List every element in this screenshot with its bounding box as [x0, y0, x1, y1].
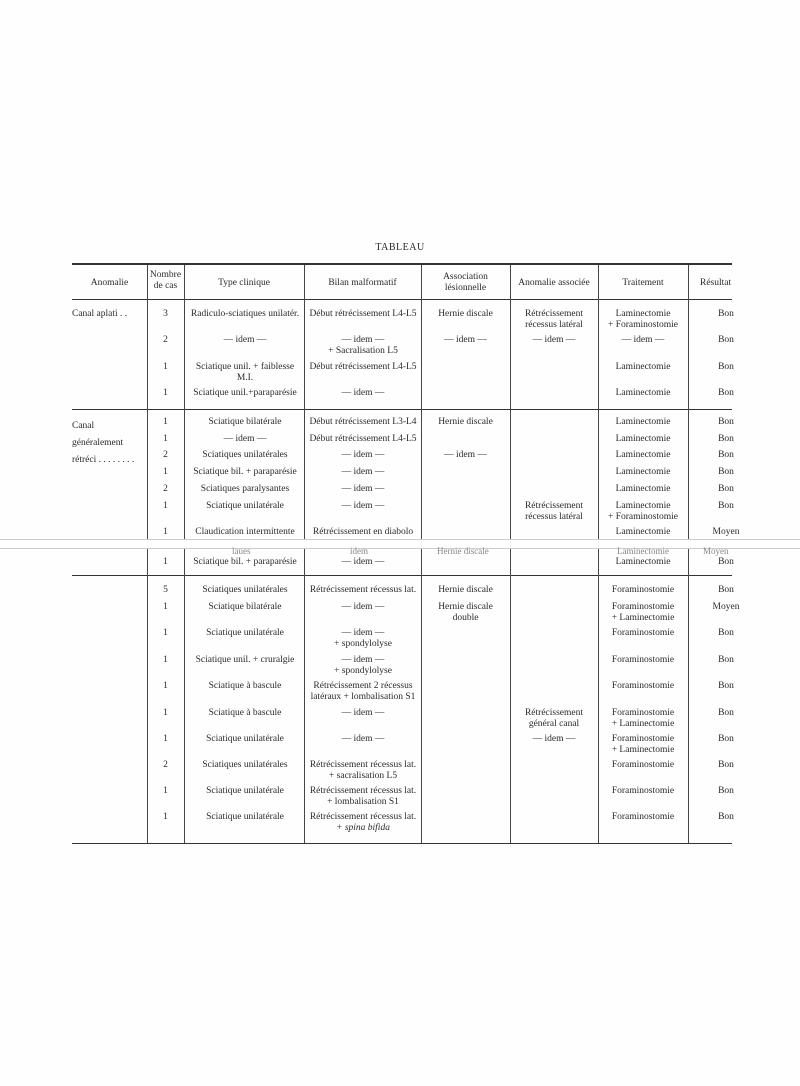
cell-line: Bon	[718, 434, 734, 444]
cell-line: — idem —	[341, 388, 385, 398]
cell-line: Sciatiques unilatérales	[202, 760, 288, 770]
cell-line: Rétrécissement	[524, 708, 584, 718]
cell-line: — idem —	[341, 450, 385, 460]
cell-res	[696, 734, 756, 745]
cell-res	[696, 655, 756, 666]
cell-line: Sciatiques unilatérales	[202, 450, 288, 460]
cell-res	[696, 628, 756, 639]
table-title: TABLEAU	[375, 242, 425, 253]
cell-line: 1	[163, 786, 168, 796]
cell-type	[186, 557, 304, 568]
cell-line: 1	[163, 708, 168, 718]
cell-line: Bon	[718, 417, 734, 427]
cell-type	[186, 655, 304, 666]
cell-res	[696, 681, 756, 692]
cell-type	[186, 501, 304, 512]
cell-res	[696, 484, 756, 495]
cell-trait	[598, 434, 688, 445]
cell-assoc	[421, 309, 510, 320]
cell-line: récessus latéral	[525, 511, 583, 522]
cell-line: — idem —	[223, 335, 267, 345]
cell-n	[147, 602, 184, 613]
cell-line: Foraminostomie	[611, 655, 675, 665]
cell-n	[147, 335, 184, 346]
cell-line: Sciatique bil. + paraparésie	[193, 467, 297, 477]
cell-line: Sciatique unilatérale	[206, 734, 284, 744]
cell-bilan	[305, 786, 421, 807]
cell-line: + lombalisation S1	[327, 796, 399, 807]
cell-trait	[598, 450, 688, 461]
cell-line: Bon	[718, 501, 734, 511]
cell-line: 1	[163, 557, 168, 567]
cell-line: Sciatique bilatérale	[208, 417, 282, 427]
cell-line: + spondylolyse	[334, 665, 392, 676]
cell-n	[147, 501, 184, 512]
cell-line: Sciatique unil.+paraparésie	[193, 388, 297, 398]
cell-line: latéraux + lombalisation S1	[310, 691, 416, 702]
cell-trait	[598, 484, 688, 495]
header-anomalie: Anomalie	[90, 278, 129, 288]
cell-bilan	[305, 760, 421, 781]
cell-type	[186, 734, 304, 745]
cell-line: Hernie discale	[438, 417, 493, 427]
cell-line: Radiculo-sciatiques unilatér.	[190, 309, 300, 319]
cell-n	[147, 628, 184, 639]
cell-type	[186, 434, 304, 445]
cell-line: Laminectomie	[615, 557, 671, 567]
cell-line: — idem —	[532, 734, 576, 744]
cell-line: Bon	[718, 734, 734, 744]
cell-line: Bon	[718, 557, 734, 567]
cell-bilan	[305, 708, 421, 719]
cell-type	[186, 786, 304, 797]
torn-fragment: idem	[350, 546, 368, 556]
cell-line: + Laminectomie	[611, 612, 675, 623]
cell-line: Rétrécissement 2 récessus	[313, 681, 413, 691]
cell-line: récessus latéral	[525, 319, 583, 330]
header-association-line1: Association	[443, 272, 488, 282]
cell-line: Bon	[718, 335, 734, 345]
cell-line: Laminectomie	[615, 362, 671, 372]
cell-type	[186, 335, 304, 346]
cell-trait	[598, 786, 688, 797]
cell-n	[147, 812, 184, 823]
cell-n	[147, 362, 184, 373]
cell-line: Claudication intermittente	[195, 527, 295, 537]
cell-line: M.I.	[236, 372, 254, 383]
cell-res	[696, 760, 756, 771]
cell-type	[186, 628, 304, 639]
cell-line: Sciatique à bascule	[208, 681, 282, 691]
cell-trait	[598, 585, 688, 596]
cell-line: 2	[163, 450, 168, 460]
cell-bilan	[305, 484, 421, 495]
cell-trait	[598, 557, 688, 568]
cell-trait	[598, 527, 688, 538]
header-nombre-line2: de cas	[153, 281, 178, 291]
cell-line: 1	[163, 681, 168, 691]
cell-line: — idem —	[341, 602, 385, 612]
cell-line: — idem —	[223, 434, 267, 444]
cell-line: — idem —	[341, 708, 385, 718]
cell-line: Sciatique bilatérale	[208, 602, 282, 612]
col-rule	[598, 265, 599, 843]
cell-anom	[510, 309, 598, 330]
cell-trait	[598, 812, 688, 823]
cell-line: — idem —	[341, 734, 385, 744]
group-label-canal-aplati: Canal aplati . .	[72, 309, 128, 319]
cell-bilan	[305, 655, 421, 676]
cell-bilan	[305, 734, 421, 745]
cell-assoc	[421, 417, 510, 428]
cell-line: + Foraminostomie	[607, 511, 678, 522]
cell-res	[696, 527, 756, 538]
cell-line: — idem —	[532, 335, 576, 345]
cell-bilan	[305, 362, 421, 373]
header-bilan: Bilan malformatif	[328, 278, 397, 288]
cell-line: Hernie discale	[438, 309, 493, 319]
cell-line: Sciatique unilatérale	[206, 812, 284, 822]
cell-line: 1	[163, 434, 168, 444]
cell-bilan	[305, 557, 421, 568]
cell-line: — idem —	[341, 557, 385, 567]
cell-line: Laminectomie	[615, 388, 671, 398]
cell-line: — idem —	[341, 501, 385, 511]
cell-bilan	[305, 628, 421, 649]
torn-fragment: Laminectomie	[617, 546, 669, 556]
cell-line: double	[452, 612, 479, 623]
cell-bilan	[305, 388, 421, 399]
cell-line: Bon	[718, 388, 734, 398]
cell-bilan	[305, 434, 421, 445]
cell-line: Bon	[718, 681, 734, 691]
cell-line: Bon	[718, 362, 734, 372]
cell-line: + spina bifida	[336, 822, 390, 833]
cell-line: — idem —	[341, 484, 385, 494]
cell-n	[147, 467, 184, 478]
torn-fragment: Hernie discale	[437, 546, 489, 556]
cell-type	[186, 450, 304, 461]
cell-line: 1	[163, 501, 168, 511]
cell-line: Foraminostomie	[611, 708, 675, 718]
cell-assoc	[421, 335, 510, 346]
cell-res	[696, 585, 756, 596]
torn-fragment: laues	[232, 546, 251, 556]
cell-type	[186, 527, 304, 538]
cell-line: Rétrécissement en diabolo	[312, 527, 414, 537]
cell-n	[147, 734, 184, 745]
cell-line: Foraminostomie	[611, 812, 675, 822]
cell-line: Laminectomie	[615, 467, 671, 477]
cell-res	[696, 557, 756, 568]
cell-line: — idem —	[444, 450, 487, 460]
cell-line: Foraminostomie	[611, 734, 675, 744]
cell-line: + Sacralisation L5	[328, 345, 398, 356]
bottom-rule	[72, 843, 732, 844]
cell-line: Début rétrécissement L3-L4	[309, 417, 417, 427]
cell-line: Bon	[718, 585, 734, 595]
cell-res	[696, 501, 756, 512]
torn-fragment: Moyen	[703, 546, 729, 556]
cell-res	[696, 708, 756, 719]
col-rule	[147, 265, 148, 843]
cell-line: général canal	[528, 718, 580, 729]
cell-line: — idem —	[341, 335, 385, 345]
col-rule	[184, 265, 185, 843]
cell-line: Sciatiques unilatérales	[202, 585, 288, 595]
cell-line: Sciatique unil. + cruralgie	[195, 655, 295, 665]
cell-bilan	[305, 602, 421, 613]
cell-line: 1	[163, 388, 168, 398]
group-label-line: rétréci . . . . . . . .	[72, 455, 135, 465]
header-anomalie-associee: Anomalie associée	[518, 278, 590, 288]
cell-line: Laminectomie	[615, 434, 671, 444]
cell-bilan	[305, 450, 421, 461]
cell-line: Bon	[718, 812, 734, 822]
cell-line: Début rétrécissement L4-L5	[309, 309, 417, 319]
cell-n	[147, 681, 184, 692]
cell-line: Rétrécissement	[524, 309, 584, 319]
cell-anom	[510, 501, 598, 522]
cell-n	[147, 708, 184, 719]
cell-trait	[598, 628, 688, 639]
cell-type	[186, 760, 304, 771]
header-association	[421, 272, 510, 294]
cell-line: — idem —	[341, 467, 385, 477]
header-nombre	[147, 270, 184, 292]
cell-type	[186, 681, 304, 692]
cell-line: 2	[163, 335, 168, 345]
cell-trait	[598, 602, 688, 623]
cell-line: Bon	[718, 708, 734, 718]
cell-res	[696, 450, 756, 461]
scan-tear-edge	[0, 539, 800, 540]
cell-res	[696, 309, 756, 320]
cell-res	[696, 388, 756, 399]
cell-line: 5	[163, 585, 168, 595]
cell-line: Bon	[718, 786, 734, 796]
cell-line: — idem —	[341, 628, 385, 638]
cell-n	[147, 760, 184, 771]
cell-line: 2	[163, 760, 168, 770]
cell-bilan	[305, 527, 421, 538]
cell-line: 1	[163, 602, 168, 612]
cell-trait	[598, 335, 688, 346]
group-rule-1	[72, 409, 732, 410]
cell-line: Sciatique unil. + faiblesse	[195, 362, 295, 372]
cell-res	[696, 786, 756, 797]
cell-anom	[510, 734, 598, 745]
scan-tear	[0, 540, 800, 548]
cell-trait	[598, 760, 688, 771]
cell-type	[186, 484, 304, 495]
cell-type	[186, 467, 304, 478]
cell-line: Foraminostomie	[611, 628, 675, 638]
cell-assoc	[421, 602, 510, 623]
cell-line: Début rétrécissement L4-L5	[309, 362, 417, 372]
cell-bilan	[305, 417, 421, 428]
cell-line: Bon	[718, 628, 734, 638]
cell-bilan	[305, 681, 421, 702]
col-rule	[421, 265, 422, 843]
cell-line: + Laminectomie	[611, 718, 675, 729]
cell-line: Laminectomie	[615, 501, 671, 511]
cell-line: Sciatiques paralysantes	[200, 484, 290, 494]
cell-line: Bon	[718, 309, 734, 319]
cell-type	[186, 388, 304, 399]
cell-line: Bon	[718, 467, 734, 477]
group-rule-2	[72, 575, 732, 576]
cell-trait	[598, 417, 688, 428]
cell-bilan	[305, 585, 421, 596]
cell-line: + sacralisation L5	[328, 770, 398, 781]
cell-res	[696, 362, 756, 373]
cell-bilan	[305, 467, 421, 478]
cell-line: + spondylolyse	[334, 638, 392, 649]
cell-line: 1	[163, 467, 168, 477]
cell-res	[696, 335, 756, 346]
cell-line: Rétrécissement récessus lat.	[309, 585, 417, 595]
header-resultat: Résultat	[700, 278, 732, 288]
cell-line: — idem —	[444, 335, 487, 345]
cell-n	[147, 388, 184, 399]
header-nombre-line1: Nombre	[149, 270, 182, 280]
cell-line: Bon	[718, 450, 734, 460]
cell-line: Hernie discale	[438, 585, 493, 595]
cell-bilan	[305, 309, 421, 320]
cell-line: Hernie discale	[438, 602, 493, 612]
cell-line: — idem —	[341, 655, 385, 665]
top-rule	[72, 263, 732, 265]
cell-line: Bon	[718, 484, 734, 494]
cell-line: Sciatique unilatérale	[206, 786, 284, 796]
cell-n	[147, 786, 184, 797]
cell-n	[147, 655, 184, 666]
cell-trait	[598, 734, 688, 755]
header-rule	[72, 299, 732, 300]
cell-type	[186, 708, 304, 719]
cell-line: Moyen	[712, 527, 740, 537]
cell-line: Sciatique unilatérale	[206, 501, 284, 511]
cell-line: Bon	[718, 655, 734, 665]
cell-bilan	[305, 812, 421, 833]
cell-anom	[510, 708, 598, 729]
cell-line: — idem —	[621, 335, 665, 345]
cell-n	[147, 557, 184, 568]
col-rule	[688, 265, 689, 843]
group-label-line: généralement	[72, 438, 124, 448]
cell-line: 1	[163, 812, 168, 822]
cell-line: Sciatique bil. + paraparésie	[193, 557, 297, 567]
cell-line: Rétrécissement récessus lat.	[309, 812, 417, 822]
cell-line: 1	[163, 655, 168, 665]
cell-line: Rétrécissement	[524, 501, 584, 511]
cell-line: + Laminectomie	[611, 744, 675, 755]
cell-line: Moyen	[712, 602, 740, 612]
header-traitement: Traitement	[622, 278, 664, 288]
cell-n	[147, 309, 184, 320]
cell-line: Sciatique à bascule	[208, 708, 282, 718]
cell-type	[186, 417, 304, 428]
cell-bilan	[305, 335, 421, 356]
cell-line: + Foraminostomie	[607, 319, 678, 330]
cell-line: 2	[163, 484, 168, 494]
cell-line: Foraminostomie	[611, 681, 675, 691]
cell-type	[186, 309, 304, 320]
cell-line: Bon	[718, 760, 734, 770]
cell-n	[147, 527, 184, 538]
cell-line: 1	[163, 628, 168, 638]
cell-res	[696, 467, 756, 478]
cell-type	[186, 362, 304, 383]
cell-line: Laminectomie	[615, 309, 671, 319]
cell-line: Rétrécissement récessus lat.	[309, 786, 417, 796]
col-rule	[510, 265, 511, 843]
cell-anom	[510, 335, 598, 346]
cell-assoc	[421, 585, 510, 596]
cell-line: Foraminostomie	[611, 786, 675, 796]
cell-line: Laminectomie	[615, 450, 671, 460]
cell-n	[147, 450, 184, 461]
cell-line: Sciatique unilatérale	[206, 628, 284, 638]
cell-trait	[598, 501, 688, 522]
cell-line: 1	[163, 734, 168, 744]
cell-n	[147, 484, 184, 495]
cell-line: Laminectomie	[615, 484, 671, 494]
cell-trait	[598, 388, 688, 399]
cell-trait	[598, 681, 688, 692]
header-type: Type clinique	[218, 278, 270, 288]
group-label-canal-retreci	[72, 418, 134, 469]
cell-assoc	[421, 450, 510, 461]
cell-line: Foraminostomie	[611, 602, 675, 612]
cell-line: 1	[163, 362, 168, 372]
cell-res	[696, 434, 756, 445]
cell-res	[696, 417, 756, 428]
cell-n	[147, 585, 184, 596]
group-label-line: Canal	[72, 421, 95, 431]
cell-trait	[598, 655, 688, 666]
cell-trait	[598, 467, 688, 478]
cell-line: Laminectomie	[615, 527, 671, 537]
cell-trait	[598, 362, 688, 373]
cell-line: 1	[163, 417, 168, 427]
cell-res	[696, 812, 756, 823]
cell-bilan	[305, 501, 421, 512]
cell-type	[186, 585, 304, 596]
cell-line: Début rétrécissement L4-L5	[309, 434, 417, 444]
cell-type	[186, 812, 304, 823]
cell-n	[147, 417, 184, 428]
cell-res	[696, 602, 756, 613]
cell-line: Foraminostomie	[611, 760, 675, 770]
cell-n	[147, 434, 184, 445]
cell-line: Laminectomie	[615, 417, 671, 427]
header-association-line2: lésionnelle	[444, 283, 487, 293]
cell-line: 1	[163, 527, 168, 537]
cell-trait	[598, 708, 688, 729]
cell-line: 3	[163, 309, 168, 319]
cell-trait	[598, 309, 688, 330]
cell-line: Rétrécissement récessus lat.	[309, 760, 417, 770]
cell-type	[186, 602, 304, 613]
cell-line: Foraminostomie	[611, 585, 675, 595]
